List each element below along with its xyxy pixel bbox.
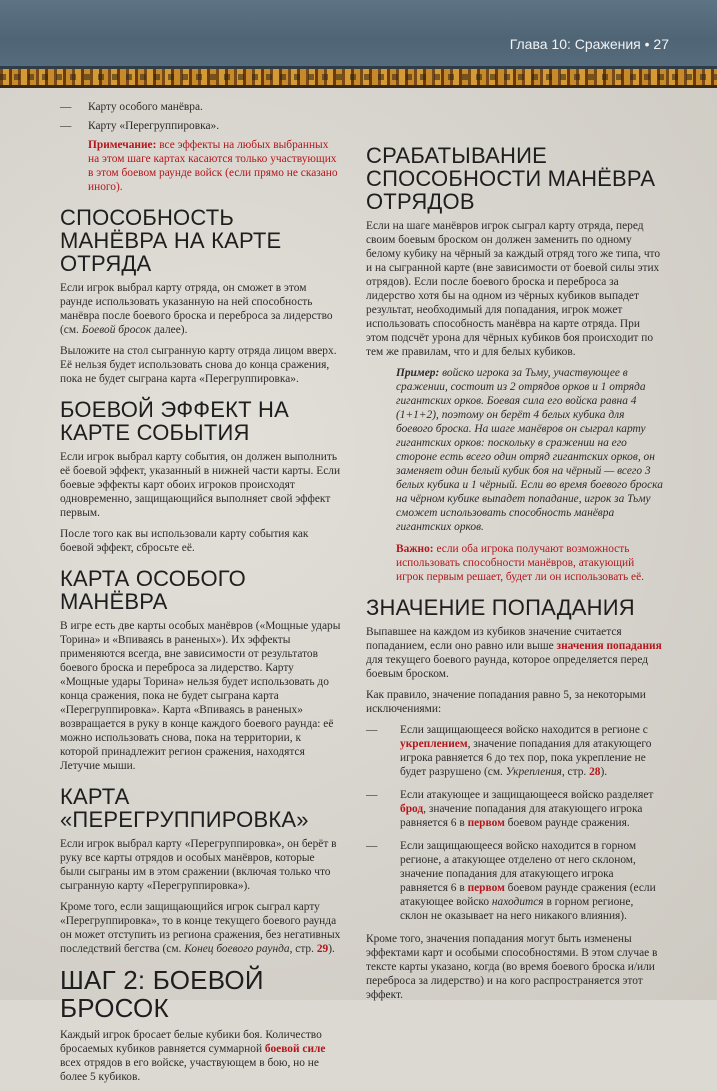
paragraph: Если игрок выбрал карту события, он должен выполнить её боевой эффект, указанный в нижней части карты. Если боевые эффекты карт обоих игроков происходят одновременно, защищающийся выполняет свой эффект первым. [60, 451, 341, 519]
heading-event-card: БОЕВОЙ ЭФФЕКТ НА КАРТЕ СОБЫТИЯ [60, 397, 290, 445]
paragraph: Выпавшее на каждом из кубиков значение считается попаданием, если оно равно или выше значения попадания для текущего боевого раунда, которое определяется перед боевым броском. [366, 626, 662, 680]
list-item [366, 723, 664, 779]
note-paragraph [88, 138, 342, 194]
header-band [0, 0, 717, 66]
paragraph: Кроме того, значения попадания могут быть изменены эффектами карт и особыми способностями. В этом случае в тексте карты указано, когда (во время боевого броска и/или переброса за лидерство) и на кого распространяется этот эффект. [366, 933, 658, 1001]
paragraph: В игре есть две карты особых манёвров («Мощные удары Торина» и «Впиваясь в раненых»). Их эффекты применяются всегда, вне зависимости от результатов боевого броска и переброса за лидерство. Карту «Мощные удары Торина» нельзя будет использовать до конца сражения, пока не будет сыграна карта «Перегруппировка». Карта «Впиваясь в раненых» возвращается в руку в конце каждого боевого раунда: её можно использовать снова, пока на территории, к которой принадлежит регион сражения, находятся Летучие мыши. [60, 620, 341, 772]
term-highlight: значения попадания [556, 640, 662, 652]
paragraph: Если на шаге манёвров игрок сыграл карту отряда, перед своим боевым броском он должен заменить по одному белому кубику на чёрный за каждый отряд того же типа, что и на сыгранной карте (вне зависимости от боевой силы этих отрядов). Если после боевого броска и переброса за лидерство хотя бы на одном из чёрных кубиков выпадет результат, необходимый для попадания, игрок может использовать способность манёвра на карте отряда. При этом подсчёт урона для чёрных кубиков боя происходит по тем же правилам, что и для белых кубиков. [366, 220, 661, 358]
list-item [60, 100, 342, 114]
example-paragraph: Пример: войско игрока за Тьму, участвующее в сражении, состоит из 2 отрядов орков и 1 отряда гигантских орков. Боевая сила его войска равна 4 (1+1+2), поэтому он берёт 4 белых кубика для боевого броска. На шаге манёвров он сыграл карту гигантских орков: поскольку в сражении на его стороне есть всего один отряд гигантских орков, он заменяет один белый кубик боя на чёрный — всего 3 белых кубика и 1 чёрный. Если во время боевого броска на чёрном кубике выпадет попадание, игрок за Тьму сможет использовать способность манёвра гигантских орков. [396, 367, 663, 533]
important-label: Важно: [396, 543, 434, 555]
list-item-text: Карту «Перегруппировка». [88, 120, 220, 132]
heading-step-2: ШАГ 2: БОЕВОЙ БРОСОК [60, 965, 264, 1023]
heading-unit-card: СПОСОБНОСТЬ МАНЁВРА НА КАРТЕ ОТРЯДА [60, 205, 282, 276]
list-dash: — [366, 789, 378, 801]
list-item [60, 119, 342, 133]
list-item-text: Карту особого манёвра. [88, 101, 203, 113]
paragraph: Каждый игрок бросает белые кубики боя. Количество бросаемых кубиков равняется суммарной боевой силе всех отрядов в его войске, участвующем в бою, но не более 5 кубиков. [60, 1029, 326, 1083]
heading-special-card: КАРТА ОСОБОГО МАНЁВРА [60, 566, 246, 614]
heading-trigger-ability: СРАБАТЫВАНИЕ СПОСОБНОСТИ МАНЁВРА ОТРЯДОВ [366, 143, 656, 214]
heading-hit-value: ЗНАЧЕНИЕ ПОПАДАНИЯ [366, 595, 635, 620]
exceptions-list [366, 723, 664, 923]
page-reference: 29 [316, 943, 329, 955]
note-text: все эффекты на любых выбранных на этом шаге картах касаются только участвующих в этом боевом раунде войск (если прямо не сказано иного). [88, 139, 338, 193]
note-label: Примечание: [88, 139, 157, 151]
paragraph: Если игрок выбрал карту отряда, он сможет в этом раунде использовать указанную на ней способность манёвра после боевого броска и переброса за лидерство (см. Боевой бросок далее). [60, 282, 333, 336]
list-dash: — [60, 101, 72, 113]
paragraph: Выложите на стол сыгранную карту отряда лицом вверх. Её нельзя будет использовать снова до конца сражения, пока не будет сыграна карта «Перегруппировка». [60, 345, 337, 385]
page-reference: 28 [589, 766, 601, 778]
ornament-pattern [0, 74, 717, 80]
list-item-text: Если защищающееся войско находится в регионе с укреплением, значение попадания для атакующего игрока равняется 6 до тех пор, пока укрепление не будет разрушено (см. Укрепления, стр. 28). [400, 724, 652, 778]
list-dash: — [60, 120, 72, 132]
list-item-text: Если защищающееся войско находится в горном регионе, а атакующее отделено от него склоном, значение попадания для атакующего игрока равняется 6 в первом боевом раунде сражения (если атакующее войско находится в горном регионе, склон не оказывает на него никакого влияния). [400, 840, 656, 922]
heading-regroup-card: КАРТА «ПЕРЕГРУППИРОВКА» [60, 784, 309, 832]
list-item-text: Если атакующее и защищающееся войско разделяет брод, значение попадания для атакующего игрока равняется 6 в первом боевом раунде сражения. [400, 789, 654, 829]
list-item [366, 788, 664, 830]
paragraph: Как правило, значение попадания равно 5, за некоторыми исключениями: [366, 689, 646, 715]
list-item [366, 839, 664, 923]
list-dash: — [366, 724, 378, 736]
left-column [60, 100, 342, 1091]
paragraph: Если игрок выбрал карту «Перегруппировка», он берёт в руку все карты отрядов и особых манёвров, которые были сыграны им в этом сражении (включая только что сыгранную карту «Перегруппировка»). [60, 838, 337, 892]
important-paragraph: Важно: если оба игрока получают возможность использовать способности манёвров, атакующий игрок первым решает, будет ли он использовать её. [396, 543, 644, 583]
term-highlight: боевой силе [264, 1043, 326, 1055]
example-label: Пример: [396, 367, 440, 379]
paragraph: Кроме того, если защищающийся игрок сыграл карту «Перегруппировка», то в конце текущего боевого раунда он может отступить из региона сражения, без негативных последствий бегства (см. Конец боевого раунда, стр. 29). [60, 901, 341, 955]
chapter-title: Глава 10: Сражения • 27 [509, 36, 669, 52]
paragraph: После того как вы использовали карту события как боевой эффект, сбросьте её. [60, 528, 309, 554]
list-dash: — [366, 840, 378, 852]
right-column [366, 100, 664, 1009]
